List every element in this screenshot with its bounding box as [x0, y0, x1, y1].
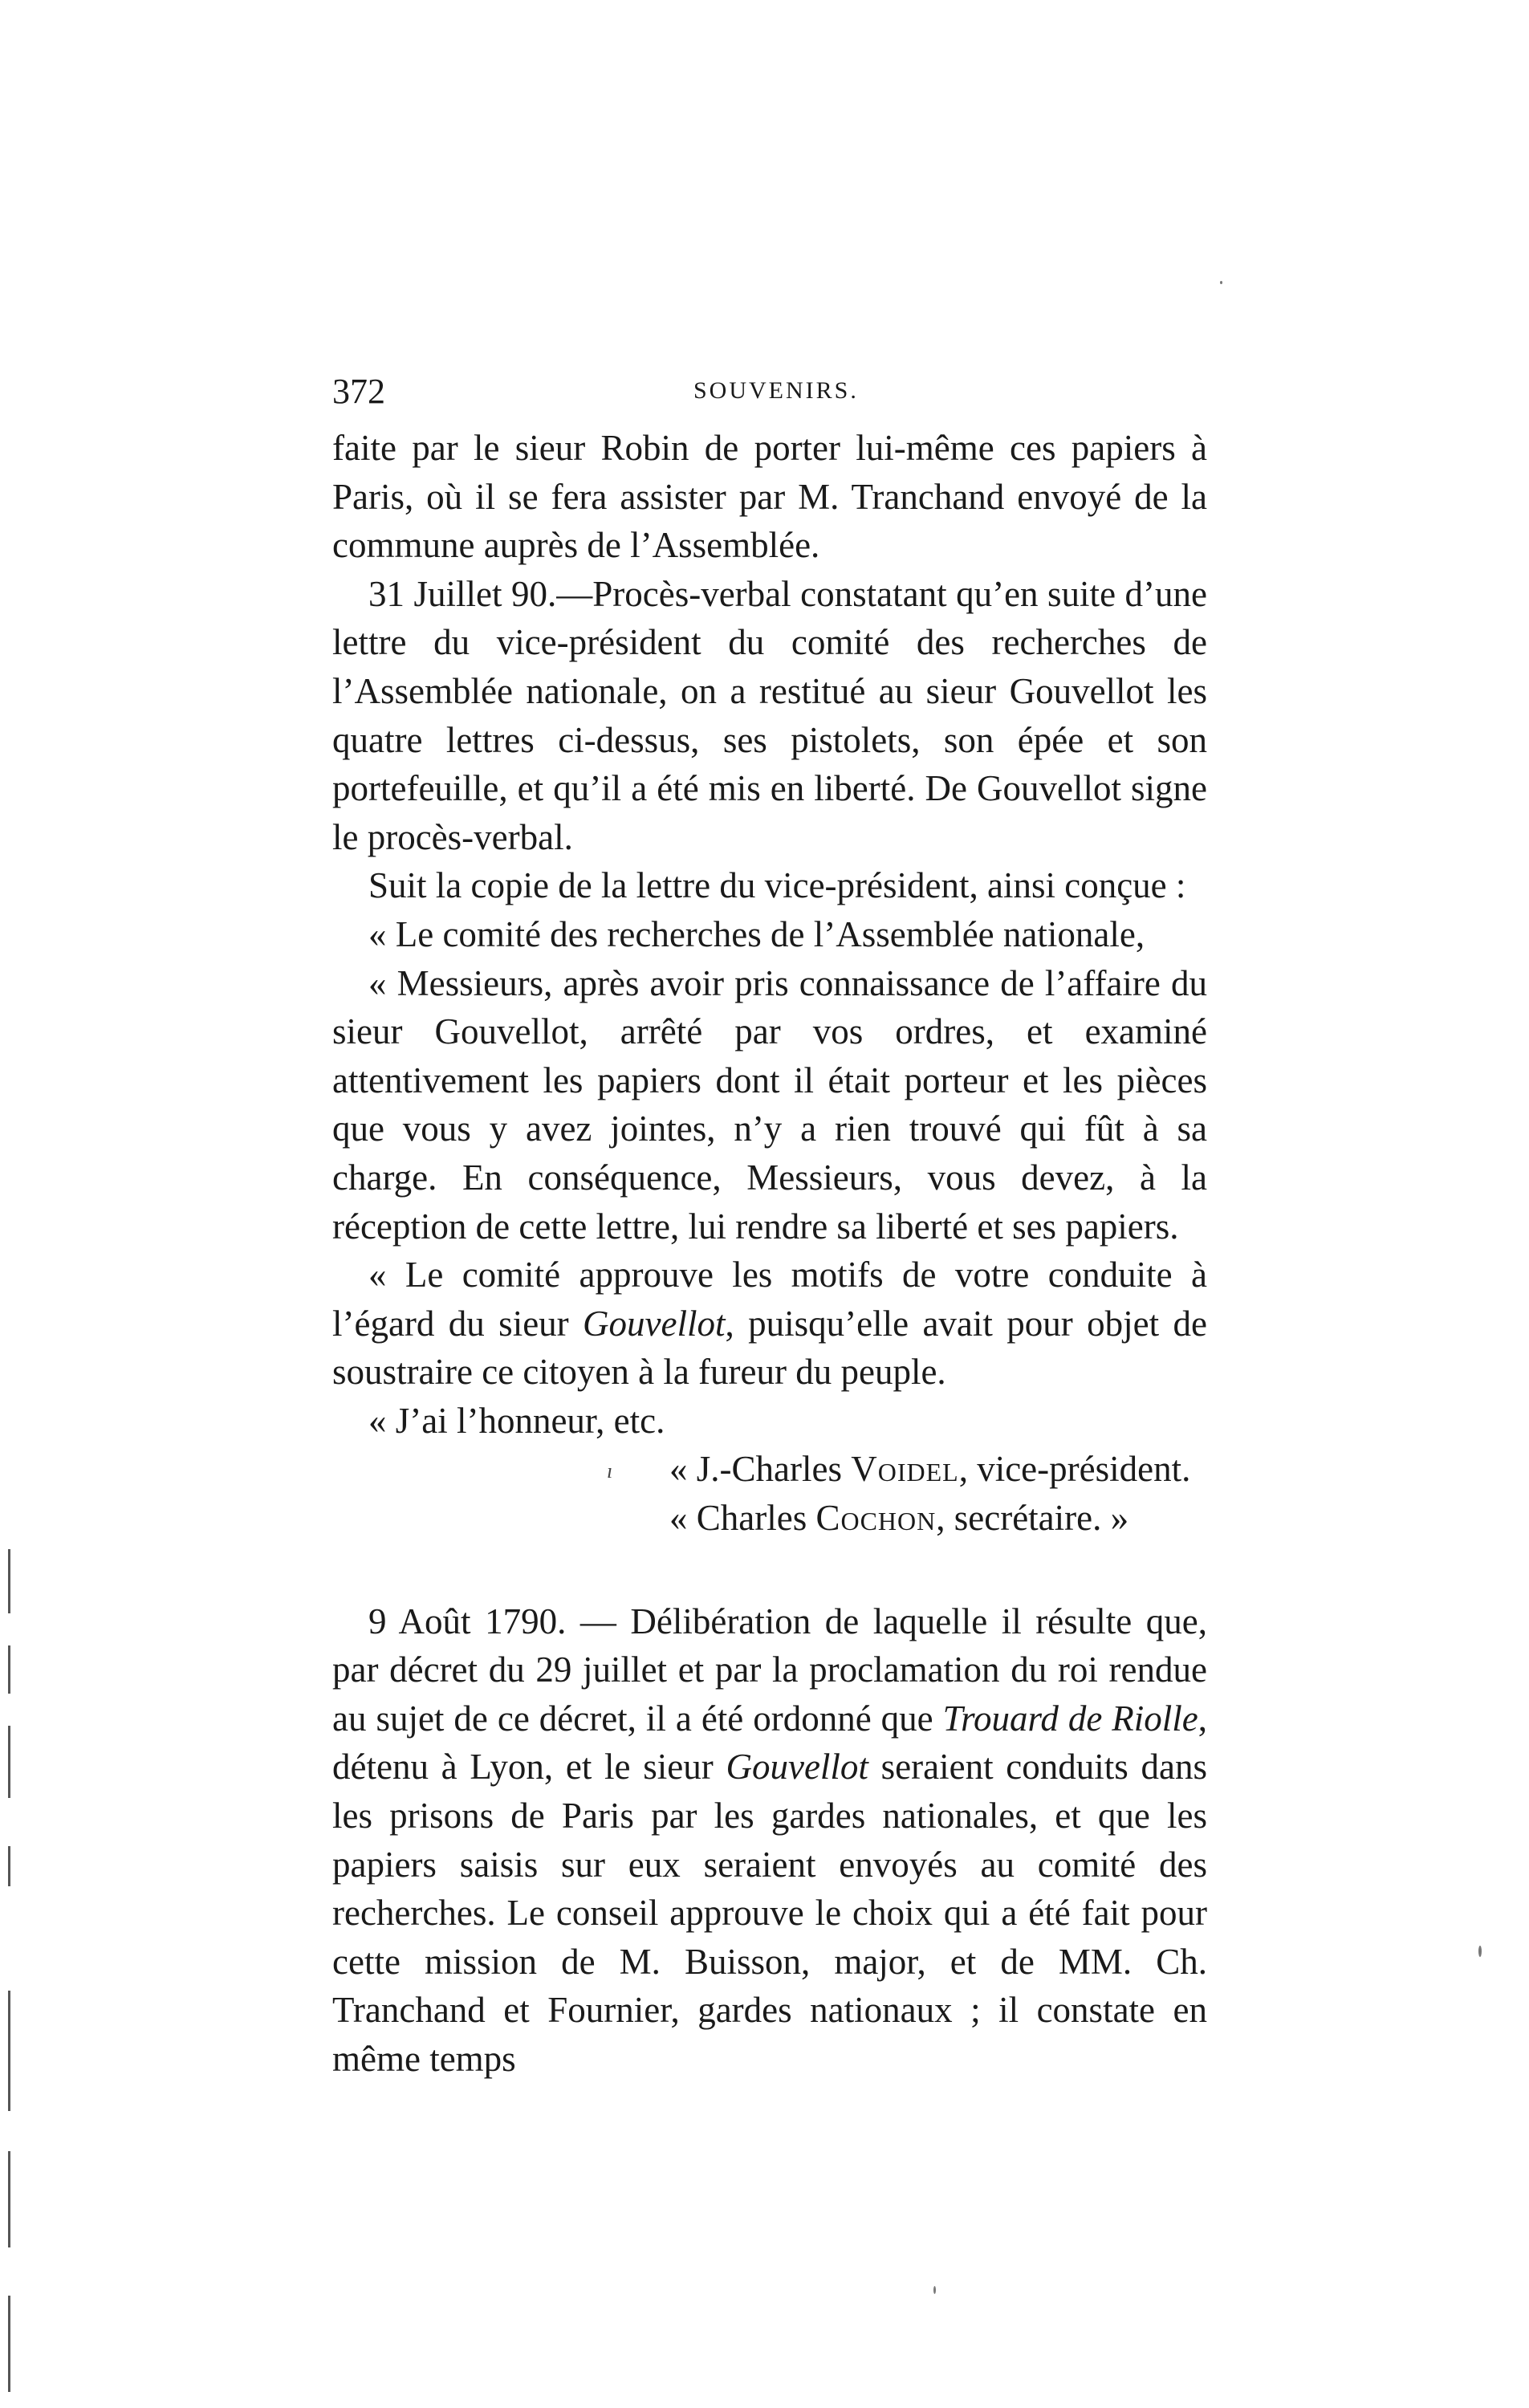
paragraph-6: [332, 1251, 1207, 1397]
paragraph-2: 31 Juillet 90.—Procès-verbal constatant qu’en suite d’une lettre du vice-président du comité des recherches de l’Assemblée nationale, on a restitué au sieur Gouvellot les quatre lettres ci-dessus, ses pistolets, son épée et son portefeuille, et qu’il a été mis en liberté. De Gouvellot signe le procès-verbal.: [332, 573, 1207, 857]
scan-edge-mark: [8, 1549, 10, 1613]
paragraph-3: Suit la copie de la lettre du vice-président, ainsi conçue :: [368, 865, 1186, 906]
scan-speck: [1220, 281, 1222, 284]
section-gap: [332, 1543, 1207, 1597]
text-run: , secrétaire. »: [936, 1498, 1129, 1539]
text-run: seraient conduits dans les prisons de Paris par les gardes nationales, et que les papiers saisis sur eux seraient envoyés au comité des recherches. Le conseil approuve le choix qui a été fait pour cette mission de M. Buisson, major, et de MM. Ch. Tranchand et Fournier, gardes nationaux ; il constate en même temps: [332, 1747, 1207, 2079]
signature-line-2: [332, 1494, 1207, 1543]
paragraph-4: « Le comité des recherches de l’Assemblée nationale,: [368, 913, 1145, 954]
paragraph-5: « Messieurs, après avoir pris connaissance de l’affaire du sieur Gouvellot, arrêté par vos ordres, et examiné attentivement les papiers dont il était porteur et les pièces que vous y avez jointes, n’y a rien trouvé qui fût à sa charge. En conséquence, Messieurs, vous devez, à la réception de cette lettre, lui rendre sa liberté et ses papiers.: [332, 962, 1207, 1247]
text-run: , vice-président.: [958, 1449, 1191, 1490]
text-run: « Le comité approuve les motifs de votre conduite à l’égard du sieur: [332, 1255, 1207, 1344]
text-run: 9 Août 1790. — Délibération de laquelle il résulte que, par décret du 29 juillet et par la proclamation du roi rendue au sujet de ce décret, il a été ordonné que: [332, 1601, 1207, 1739]
text-run: « J.-Charles: [669, 1449, 852, 1490]
paragraph-1: faite par le sieur Robin de porter lui-même ces papiers à Paris, où il se fera assister par M. Tranchand envoyé de la commune auprès de l’Assemblée.: [332, 428, 1207, 566]
page-header: [332, 371, 1215, 419]
paragraph-7: « J’ai l’honneur, etc.: [368, 1400, 665, 1441]
signatory-name: Cochon: [815, 1498, 937, 1539]
stray-ink-mark: ı: [607, 1459, 613, 1483]
italic-name: Gouvellot: [726, 1747, 868, 1788]
scan-edge-mark: [8, 1645, 10, 1694]
scan-edge-mark: [8, 2296, 10, 2392]
running-head: SOUVENIRS.: [693, 377, 859, 404]
scan-edge-mark: [8, 1991, 10, 2111]
text-run: , détenu à Lyon, et le sieur: [332, 1698, 1207, 1788]
page-number: 372: [332, 372, 385, 411]
body-text: [332, 424, 1207, 2084]
italic-name: Gouvellot: [583, 1303, 726, 1344]
text-run: « Charles: [669, 1498, 816, 1539]
scan-edge-mark: [8, 1846, 10, 1886]
italic-name: Trouard de Riolle: [942, 1698, 1198, 1739]
scan-speck: [933, 2286, 936, 2294]
signature-line-1: [332, 1445, 1207, 1494]
scan-speck: [1478, 1946, 1482, 1957]
signatory-name: Voidel: [851, 1449, 959, 1490]
text-run: , puisqu’elle avait pour objet de soustraire ce citoyen à la fureur du peuple.: [332, 1303, 1207, 1393]
scan-edge-mark: [8, 2151, 10, 2247]
paragraph-8: [332, 1597, 1207, 2084]
scan-edge-mark: [8, 1726, 10, 1798]
